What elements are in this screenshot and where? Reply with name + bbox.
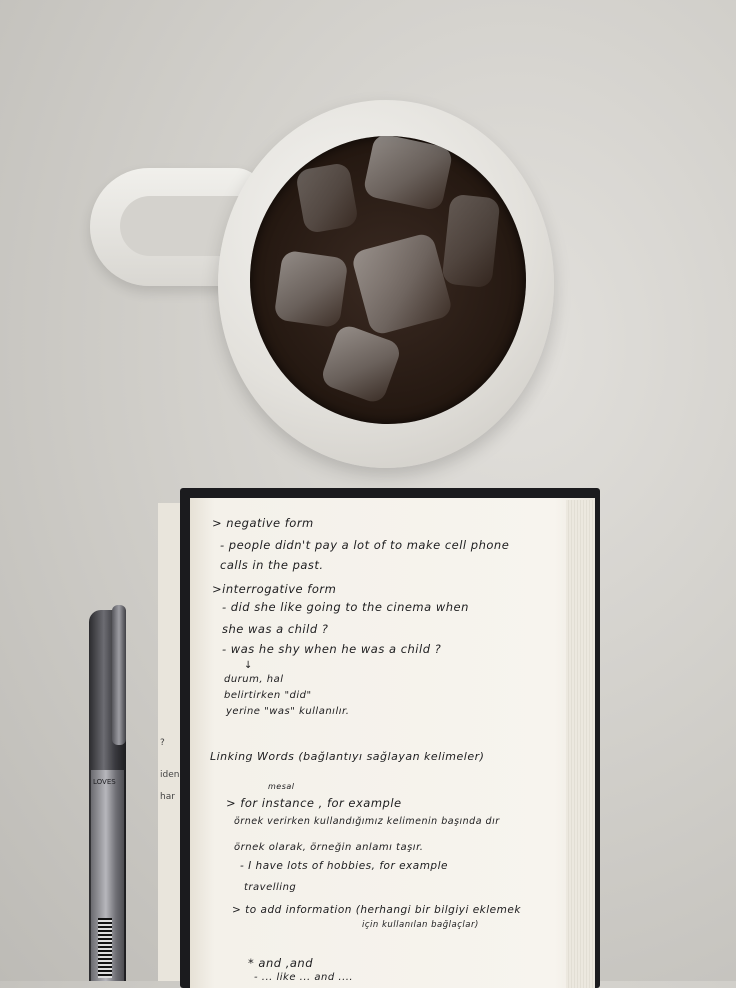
note-line: - was he shy when he was a child ? [222,642,442,656]
pen-clip [112,605,126,745]
arrow-mark: ↓ [244,660,253,671]
ice-cube [319,323,403,406]
note-line: - people didn't pay a lot of to make cell phone [220,538,510,552]
margin-mark: ? [160,738,165,748]
ice-cube [441,194,500,289]
note-heading: Linking Words (bağlantıyı sağlayan kelimeler) [210,750,485,763]
note-line: she was a child ? [222,622,329,636]
note-line: - I have lots of hobbies, for example [240,860,448,872]
note-line: belirtirken "did" [224,690,312,701]
pen-barcode [98,918,112,978]
ice-cube [362,136,454,212]
iced-coffee [250,136,526,424]
note-line: travelling [244,882,297,893]
note-line: örnek olarak, örneğin anlamı taşır. [234,842,424,853]
note-line: > for instance , for example [226,796,402,810]
pen-label: LOVES [93,778,116,786]
margin-mark: har [160,792,175,802]
note-line: > to add information (herhangi bir bilgiyi eklemek [232,904,521,916]
note-line: >interrogative form [212,582,337,596]
notebook-page-edges [566,500,594,988]
note-line: > negative form [212,516,314,530]
note-line: yerine "was" kullanılır. [226,706,350,717]
ice-cube [295,162,359,234]
note-line: calls in the past. [220,558,324,572]
margin-mark: iden [160,770,180,780]
note-line: * and ,and [248,956,313,970]
note-line: için kullanılan bağlaçlar) [362,920,479,930]
note-line: - ... like ... and .... [254,972,354,983]
note-line: durum, hal [224,674,284,685]
note-line: mesal [268,782,295,791]
note-line: örnek verirken kullandığımız kelimenin başında dır [234,816,500,827]
ice-cube [350,232,453,337]
ice-cube [273,250,348,329]
note-line: - did she like going to the cinema when [222,600,469,614]
